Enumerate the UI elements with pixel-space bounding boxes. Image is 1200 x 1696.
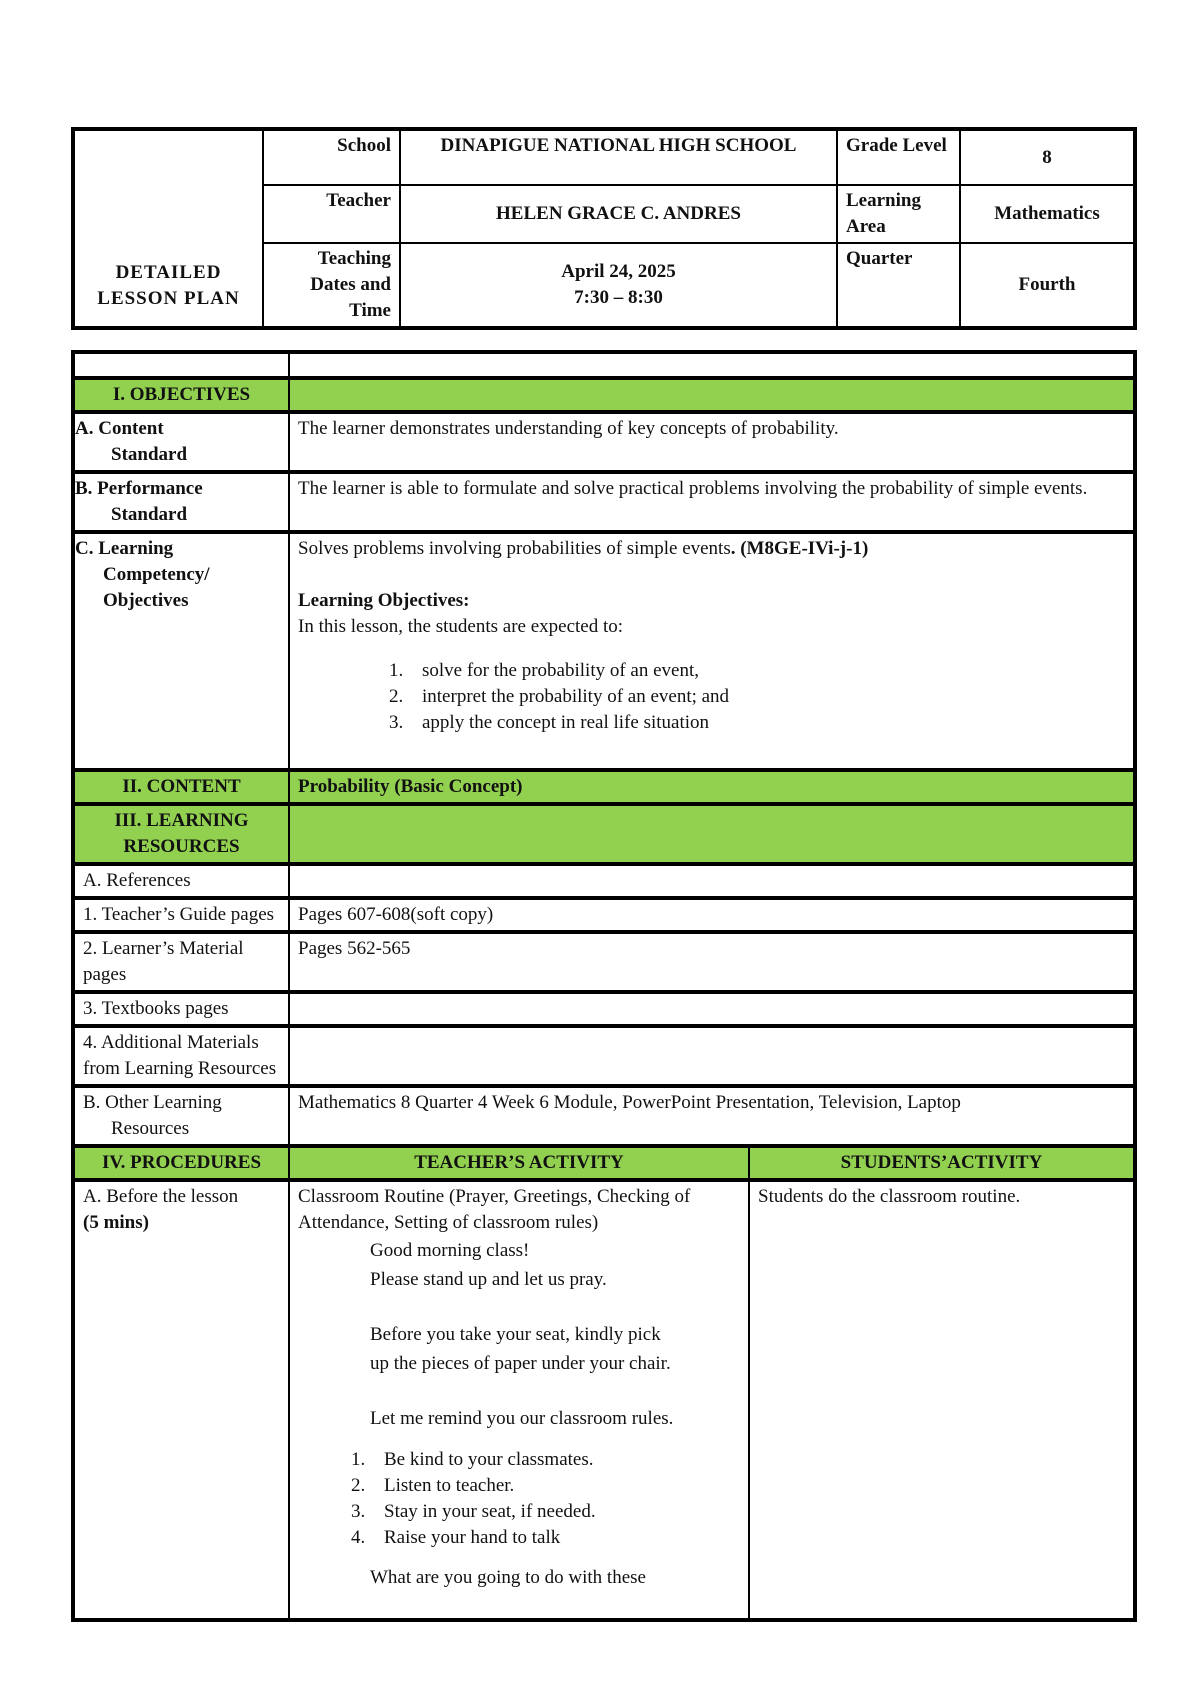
other-resources-label: B. Other Learning Resources bbox=[73, 1086, 289, 1146]
dates-value bbox=[400, 243, 837, 328]
list-item: 2. interpret the probability of an event; and bbox=[408, 684, 1125, 710]
procedures-header-row bbox=[73, 1146, 1135, 1180]
learning-competency-label: C. Learning Competency/ Objectives bbox=[73, 532, 289, 770]
time-value: 7:30 – 8:30 bbox=[574, 287, 663, 308]
content-row bbox=[73, 770, 1135, 804]
teachers-guide-row bbox=[73, 898, 1135, 932]
teachers-activity-content bbox=[289, 1180, 749, 1620]
rules-intro: Let me remind you our classroom rules. bbox=[370, 1408, 674, 1429]
learning-area-label: Learning Area bbox=[837, 185, 960, 243]
question-text: What are you going to do with these bbox=[370, 1567, 646, 1588]
header-table bbox=[71, 127, 1137, 330]
learning-resources-heading: III. LEARNING RESOURCES bbox=[73, 804, 289, 864]
references-label: A. References bbox=[73, 864, 289, 898]
competency-code: . (M8GE-IVi-j-1) bbox=[730, 538, 869, 559]
learning-competency-row bbox=[73, 532, 1135, 770]
blank-row bbox=[73, 352, 1135, 378]
quarter-label: Quarter bbox=[837, 243, 960, 328]
teachers-guide-label: 1. Teacher’s Guide pages bbox=[73, 898, 289, 932]
list-item: 3. Stay in your seat, if needed. bbox=[370, 1499, 740, 1525]
document-title-line2: LESSON PLAN bbox=[97, 288, 240, 309]
before-lesson-row bbox=[73, 1180, 1135, 1620]
list-item: 3. apply the concept in real life situation bbox=[408, 710, 1125, 736]
greeting-text: Good morning class! bbox=[370, 1240, 530, 1261]
dates-label: Teaching Dates and Time bbox=[263, 243, 400, 328]
grade-label: Grade Level bbox=[837, 129, 960, 185]
objectives-heading: I. OBJECTIVES bbox=[73, 378, 289, 412]
learning-resources-row bbox=[73, 804, 1135, 864]
content-standard-label: A. Content Standard bbox=[73, 412, 289, 472]
additional-materials-row bbox=[73, 1026, 1135, 1086]
classroom-routine: Classroom Routine (Prayer, Greetings, Checking of Attendance, Setting of classroom rules) bbox=[298, 1186, 691, 1233]
list-item: 4. Raise your hand to talk bbox=[370, 1525, 740, 1551]
learners-material-row bbox=[73, 932, 1135, 992]
content-heading: II. CONTENT bbox=[73, 770, 289, 804]
students-activity-heading: STUDENTS’ACTIVITY bbox=[749, 1146, 1135, 1180]
references-row bbox=[73, 864, 1135, 898]
document-title-line1: DETAILED bbox=[115, 262, 222, 283]
date-value: April 24, 2025 bbox=[561, 261, 676, 282]
paper-text-1: Before you take your seat, kindly pick bbox=[370, 1324, 661, 1345]
learning-area-value: Mathematics bbox=[960, 185, 1135, 243]
content-standard-row bbox=[73, 412, 1135, 472]
paper-text-2: up the pieces of paper under your chair. bbox=[370, 1353, 671, 1374]
classroom-rules-list bbox=[298, 1447, 740, 1551]
learning-objectives-intro: In this lesson, the students are expected to: bbox=[298, 616, 624, 637]
lesson-plan-table bbox=[71, 350, 1137, 1622]
textbooks-label: 3. Textbooks pages bbox=[73, 992, 289, 1026]
learners-material-label: 2. Learner’s Material pages bbox=[73, 932, 289, 992]
objectives-row bbox=[73, 378, 1135, 412]
content-value: Probability (Basic Concept) bbox=[289, 770, 1135, 804]
additional-materials-label: 4. Additional Materials from Learning Resources bbox=[73, 1026, 289, 1086]
teachers-activity-heading: TEACHER’S ACTIVITY bbox=[289, 1146, 749, 1180]
competency-text: Solves problems involving probabilities of simple events. (M8GE-IVi-j-1) bbox=[298, 538, 869, 559]
pray-text: Please stand up and let us pray. bbox=[370, 1269, 607, 1290]
content-standard-text: The learner demonstrates understanding of key concepts of probability. bbox=[289, 412, 1135, 472]
textbooks-row bbox=[73, 992, 1135, 1026]
learners-material-value: Pages 562-565 bbox=[289, 932, 1135, 992]
list-item: 1. Be kind to your classmates. bbox=[370, 1447, 740, 1473]
before-lesson-label: A. Before the lesson (5 mins) bbox=[73, 1180, 289, 1620]
learning-objectives-list bbox=[298, 658, 1125, 736]
quarter-value: Fourth bbox=[960, 243, 1135, 328]
teacher-label: Teacher bbox=[263, 185, 400, 243]
list-item: 2. Listen to teacher. bbox=[370, 1473, 740, 1499]
list-item: 1. solve for the probability of an event, bbox=[408, 658, 1125, 684]
learning-competency-content bbox=[289, 532, 1135, 770]
students-activity-content: Students do the classroom routine. bbox=[749, 1180, 1135, 1620]
document-title bbox=[73, 129, 263, 328]
grade-value: 8 bbox=[960, 129, 1135, 185]
performance-standard-row bbox=[73, 472, 1135, 532]
performance-standard-text: The learner is able to formulate and solve practical problems involving the probability of simple events. bbox=[289, 472, 1135, 532]
school-label: School bbox=[263, 129, 400, 185]
school-value: DINAPIGUE NATIONAL HIGH SCHOOL bbox=[400, 129, 837, 185]
other-resources-value: Mathematics 8 Quarter 4 Week 6 Module, PowerPoint Presentation, Television, Laptop bbox=[289, 1086, 1135, 1146]
performance-standard-label: B. Performance Standard bbox=[73, 472, 289, 532]
before-lesson-time: (5 mins) bbox=[83, 1212, 149, 1233]
learning-objectives-heading: Learning Objectives: bbox=[298, 590, 470, 611]
teacher-value: HELEN GRACE C. ANDRES bbox=[400, 185, 837, 243]
other-resources-row bbox=[73, 1086, 1135, 1146]
procedures-heading: IV. PROCEDURES bbox=[73, 1146, 289, 1180]
teachers-guide-value: Pages 607-608(soft copy) bbox=[289, 898, 1135, 932]
